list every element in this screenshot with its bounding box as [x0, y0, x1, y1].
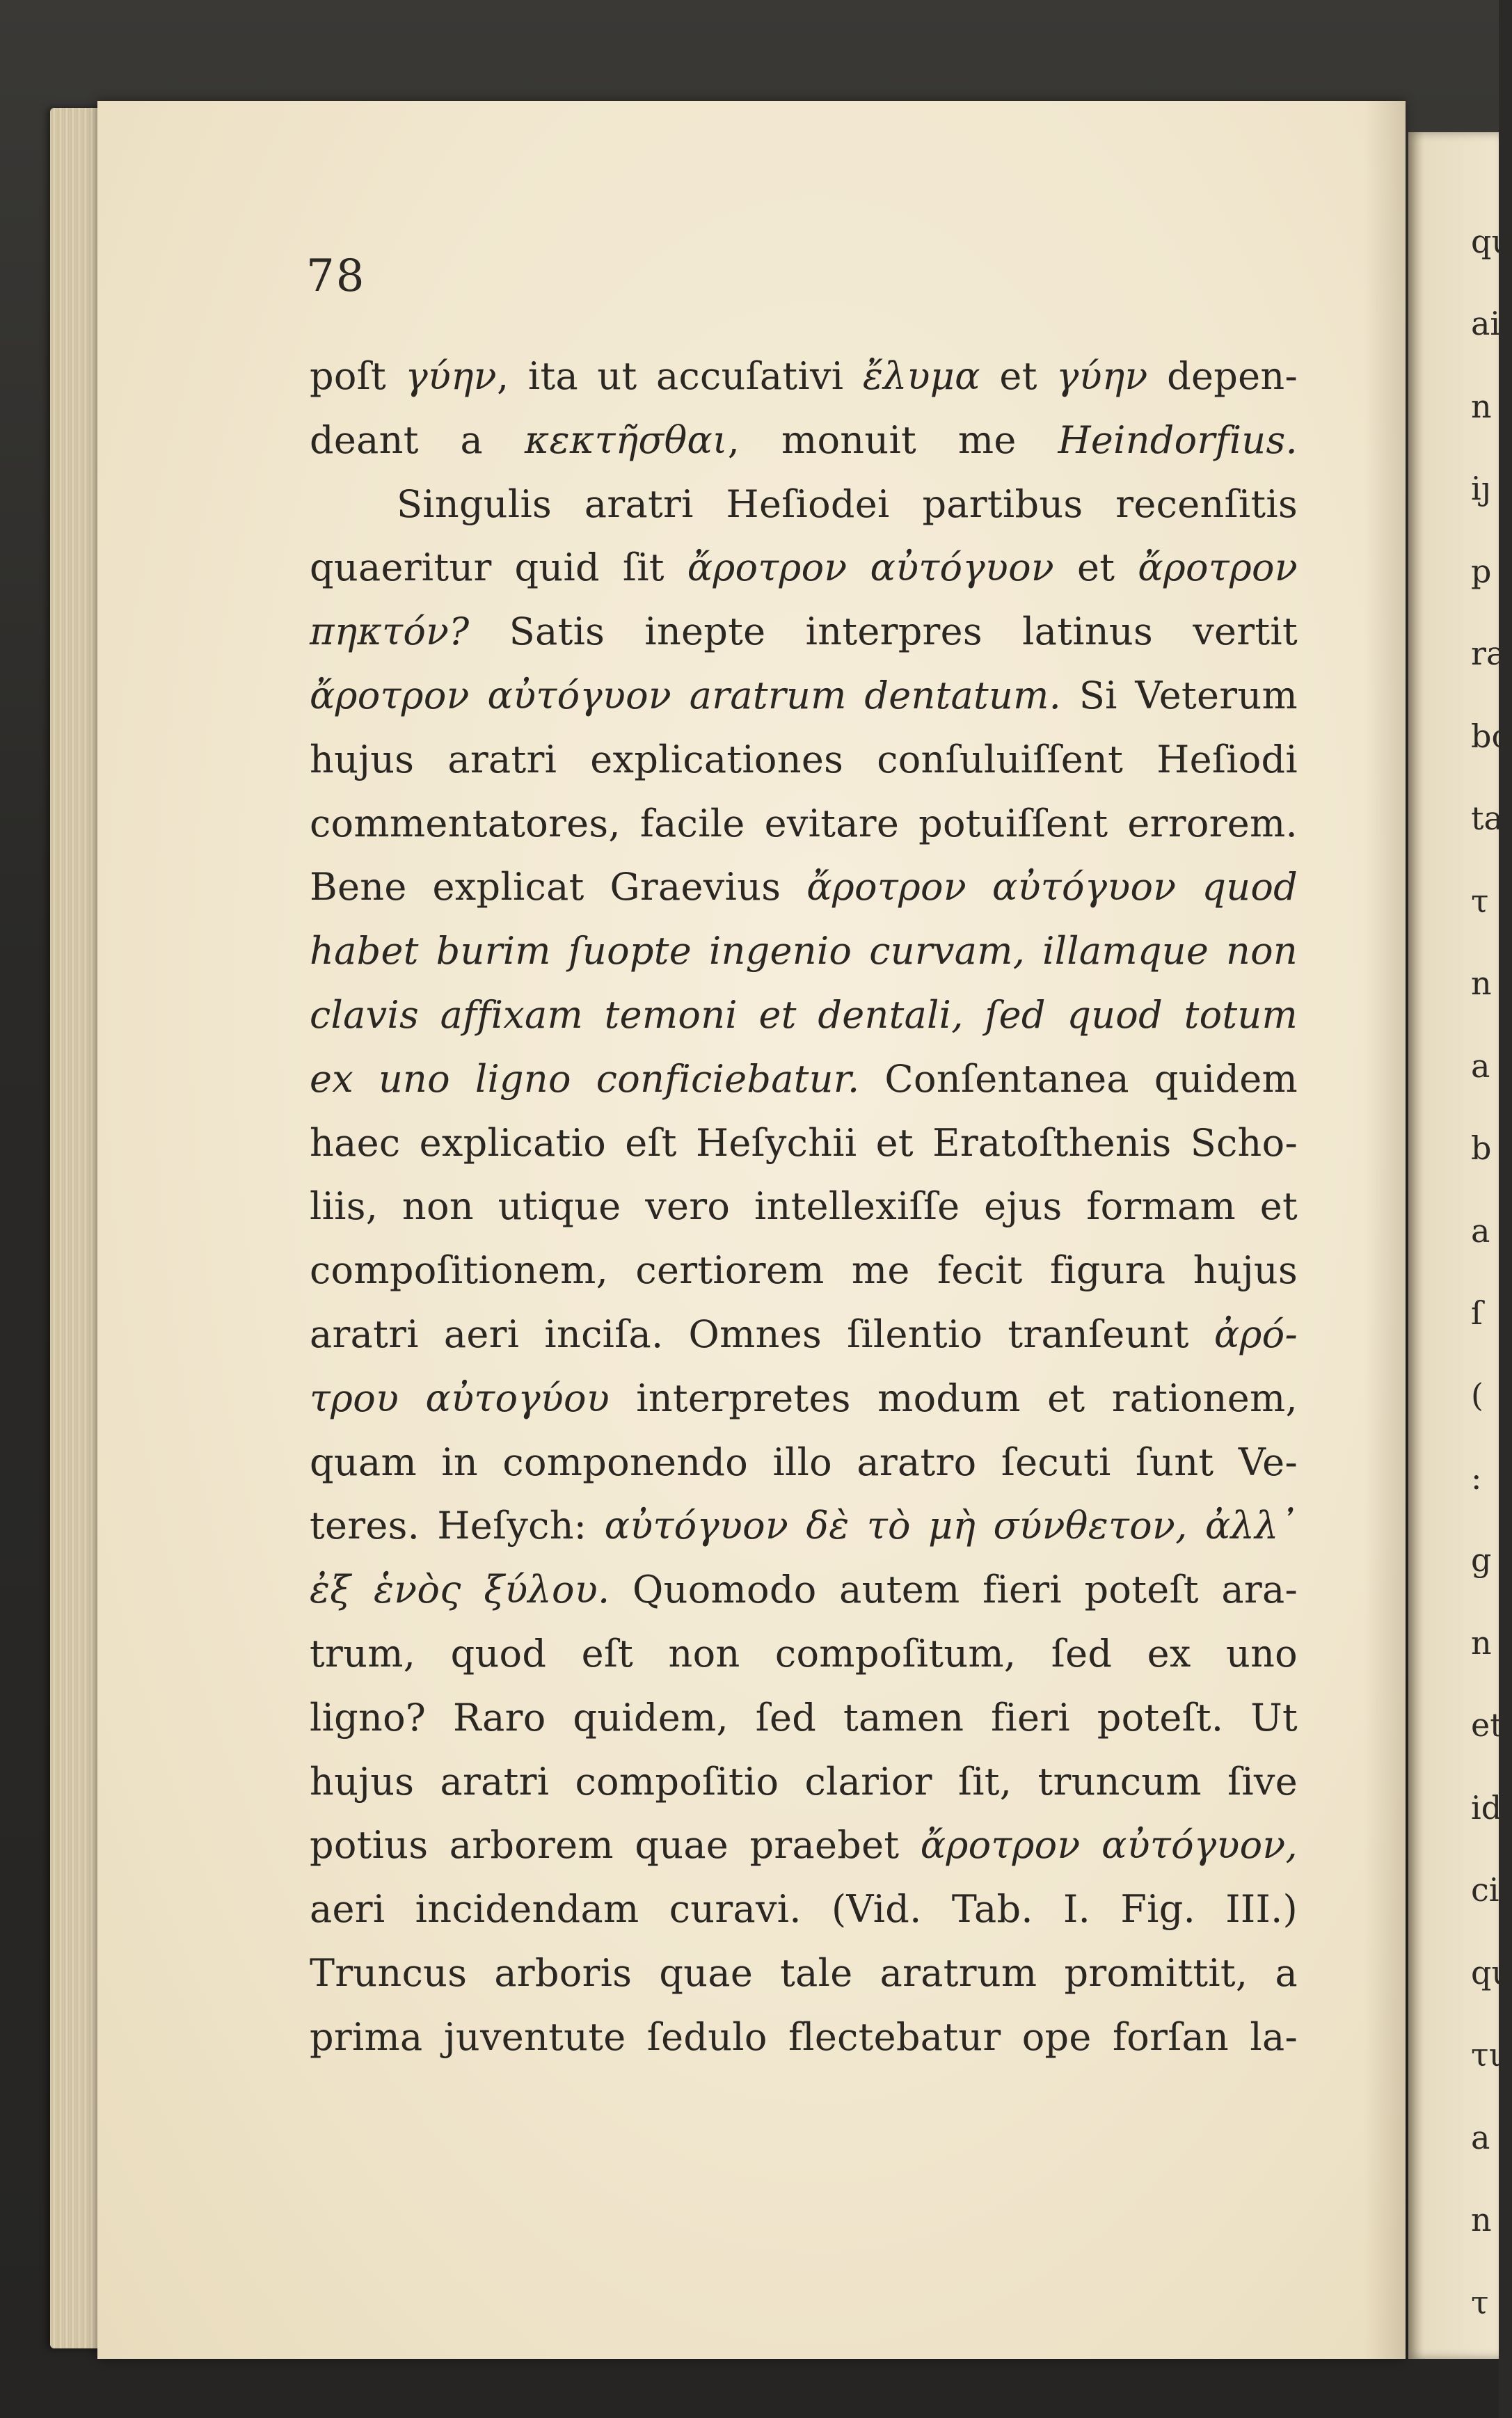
text-line: [310, 2005, 1298, 2069]
italic-run: γύην: [1056, 354, 1148, 398]
text-run: quaeritur quid ſit: [310, 546, 687, 590]
text-run: liis, non utique vero intellexiſſe ejus formam et: [310, 1184, 1298, 1229]
next-page-fragment: n: [1471, 1623, 1492, 1662]
gutter-shadow: [1364, 101, 1406, 2359]
text-line: [310, 919, 1298, 983]
text-line: [310, 1367, 1298, 1431]
next-page-fragment: τι: [1471, 2036, 1502, 2074]
next-page-fragment: ſ: [1471, 1294, 1483, 1332]
next-page-fragment: iȷ: [1471, 470, 1491, 508]
text-line: [310, 1686, 1298, 1750]
text-line: [310, 1047, 1298, 1111]
text-run: Quomodo autem fieri poteſt ara-: [610, 1568, 1298, 1612]
text-run: potius arborem quae praebet: [310, 1823, 921, 1868]
next-page-edge: [1408, 132, 1512, 2359]
text-run: et: [980, 354, 1057, 398]
next-page-fragment: p: [1471, 552, 1492, 590]
text-run: compoſitionem, certiorem me fecit figura hujus: [310, 1248, 1298, 1293]
text-line: [310, 792, 1298, 856]
text-line: [310, 1494, 1298, 1558]
next-page-fragment: a: [1471, 2118, 1490, 2156]
next-page-fragment: b: [1471, 1129, 1492, 1168]
text-run: hujus aratri explicationes conſuluiſſent Heſiodi: [310, 737, 1298, 781]
next-page-fragment: qu: [1471, 223, 1512, 260]
italic-run: ἄροτρον αὐτόγυον aratrum dentatum.: [310, 673, 1062, 717]
next-page-fragment: ci: [1471, 1871, 1499, 1909]
next-page-fragment: (: [1471, 1376, 1483, 1415]
text-run: Truncus arboris quae tale aratrum promittit, a: [310, 1950, 1298, 1995]
text-run: Si Veterum: [1061, 673, 1298, 717]
italic-run: ἄροτρον αὐτόγυον,: [920, 1823, 1298, 1868]
italic-run: πηκτόν?: [310, 610, 470, 654]
italic-run: αὐτόγυον δὲ τὸ μὴ σύνθετον, ἀλλ᾽: [604, 1504, 1298, 1548]
text-line: [310, 1750, 1298, 1814]
text-line: [310, 600, 1298, 664]
next-page-fragment: ra: [1471, 635, 1506, 673]
next-page-fragment: id: [1471, 1788, 1502, 1827]
text-line: [310, 1941, 1298, 2005]
italic-run: ἄροτρον αὐτόγυον: [687, 546, 1055, 590]
text-line: [310, 1239, 1298, 1303]
next-page-fragment: a: [1471, 1047, 1490, 1085]
text-run: trum, quod eſt non compoſitum, ſed ex uno: [310, 1631, 1298, 1676]
italic-run: ἄροτρον αὐτόγυον quod: [806, 865, 1298, 909]
italic-run: κεκτῆσθαι: [524, 417, 728, 462]
page-number: 78: [306, 250, 366, 302]
body-text: [310, 344, 1298, 2069]
text-line: [310, 1303, 1298, 1367]
text-line: [310, 855, 1298, 919]
text-line: [310, 472, 1298, 536]
text-run: deant a: [310, 417, 525, 462]
italic-run: ἐξ ἑνὸς ξύλου.: [310, 1568, 610, 1612]
text-run: aratri aeri inciſa. Omnes ſilentio tranſeunt: [310, 1312, 1214, 1356]
text-run: depen-: [1147, 354, 1298, 398]
next-page-fragment: n: [1471, 2201, 1492, 2239]
text-line: [310, 1175, 1298, 1239]
text-line: [310, 983, 1298, 1047]
italic-run: habet burim ſuopte ingenio curvam, illamque non: [310, 929, 1298, 973]
italic-run: clavis affixam temoni et dentali, ſed quod totum: [310, 992, 1298, 1037]
text-run: et: [1054, 546, 1138, 590]
text-run: interpretes modum et rationem,: [609, 1376, 1298, 1420]
text-line: [310, 1813, 1298, 1877]
text-run: quam in componendo illo aratro ſecuti ſunt Ve-: [310, 1440, 1298, 1484]
italic-run: ex uno ligno conficiebatur.: [310, 1056, 860, 1101]
text-run: Singulis aratri Heſiodei partibus recenſitis: [397, 482, 1298, 526]
text-run: teres. Heſych:: [310, 1504, 605, 1548]
italic-run: τρου αὐτογύου: [310, 1376, 610, 1420]
text-line: [310, 728, 1298, 792]
italic-run: Heindorfius.: [1058, 417, 1298, 462]
text-line: [310, 664, 1298, 728]
text-line: [310, 344, 1298, 408]
text-run: Conſentanea quidem: [859, 1056, 1298, 1101]
text-run: prima juventute ſedulo flectebatur ope forſan la-: [310, 2014, 1298, 2059]
italic-run: ἀρό-: [1213, 1312, 1298, 1356]
next-page-fragment: g: [1471, 1541, 1492, 1580]
text-run: , monuit me: [727, 417, 1058, 462]
italic-run: ἔλυμα: [862, 354, 980, 398]
text-run: aeri incidendam curavi. (Vid. Tab. I. Fig. III.): [310, 1887, 1298, 1932]
next-page-fragment: bo: [1471, 717, 1511, 755]
next-page-fragment: et: [1471, 1706, 1503, 1744]
text-run: haec explicatio eſt Heſychii et Eratoſthenis Scho-: [310, 1120, 1298, 1165]
next-page-fragment: :: [1471, 1458, 1482, 1497]
text-line: [310, 1431, 1298, 1495]
text-run: , ita ut accuſativi: [496, 354, 863, 398]
next-page-fragment: n: [1471, 964, 1492, 1003]
next-page-fragment: ta: [1471, 800, 1503, 838]
text-run: commentatores, facile evitare potuiſſent errorem.: [310, 801, 1298, 845]
next-page-fragment: n: [1471, 387, 1492, 425]
text-line: [310, 1877, 1298, 1941]
italic-run: γύην: [405, 354, 497, 398]
next-page-fragment: ai: [1471, 305, 1501, 343]
text-run: ligno? Raro quidem, ſed tamen fieri poteſt. Ut: [310, 1695, 1298, 1740]
next-page-fragment: τ: [1471, 2283, 1489, 2321]
text-line: [310, 1622, 1298, 1686]
next-page-fragment: qu: [1471, 1953, 1512, 1991]
next-page-fragment: τ: [1471, 882, 1489, 920]
text-run: Satis inepte interpres latinus vertit: [469, 610, 1298, 654]
text-run: hujus aratri compoſitio clarior ſit, truncum ſive: [310, 1759, 1298, 1804]
next-page-fragment: a: [1471, 1211, 1490, 1250]
text-line: [310, 1558, 1298, 1622]
text-line: [310, 536, 1298, 600]
text-run: poſt: [310, 354, 406, 398]
text-run: Bene explicat Graevius: [310, 865, 807, 909]
italic-run: ἄροτρον: [1138, 546, 1298, 590]
text-line: [310, 408, 1298, 472]
text-line: [310, 1111, 1298, 1175]
